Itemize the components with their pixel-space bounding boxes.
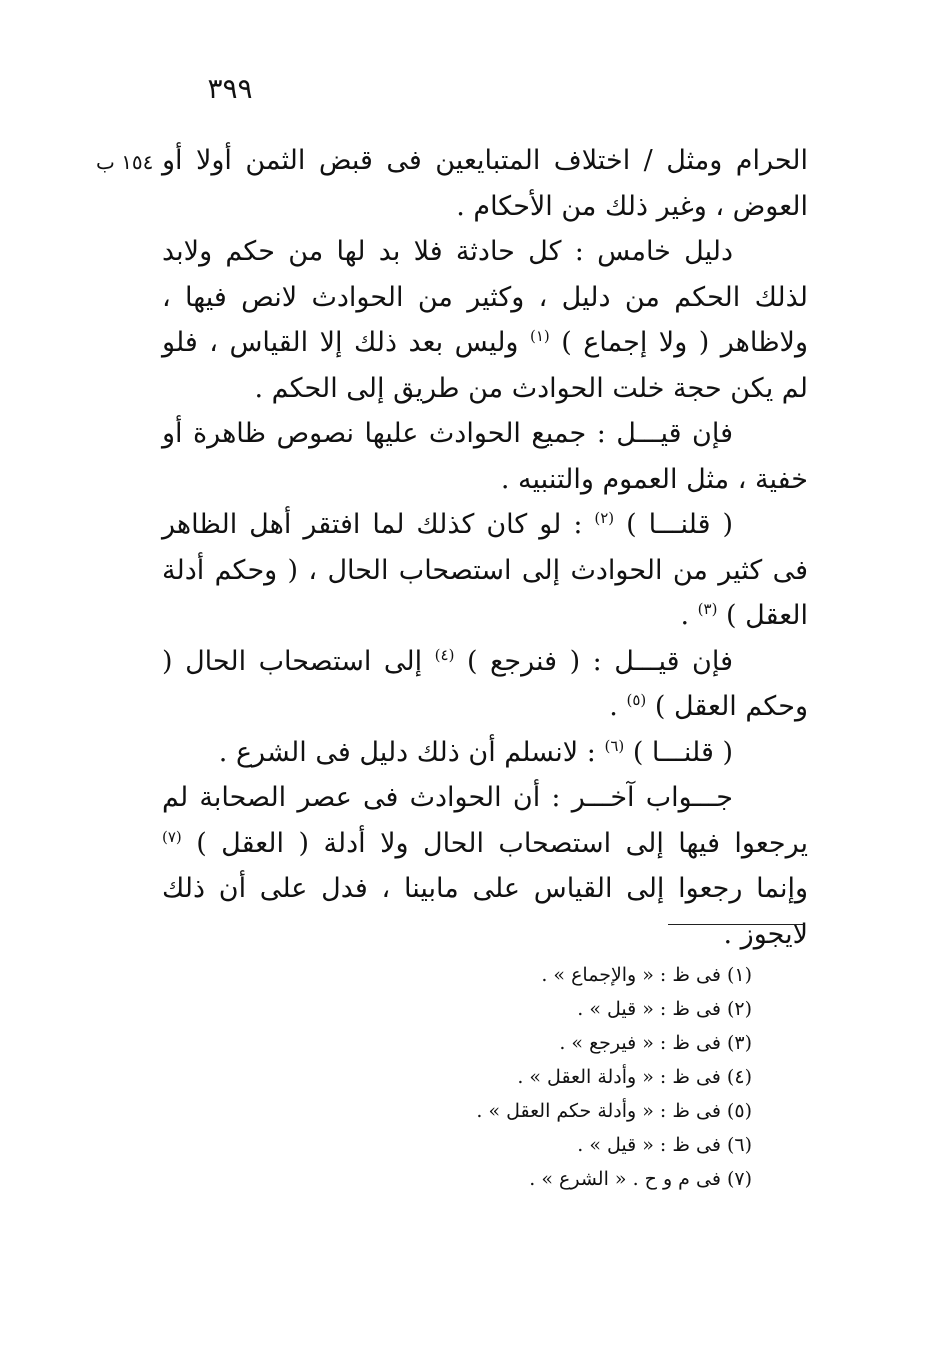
- footnote-ref-1: (١): [529, 327, 550, 345]
- footnote-item: (٦) فى ظ : « قيل » .: [577, 1134, 752, 1156]
- paragraph-reply-2: [162, 730, 808, 776]
- footnote-ref-6: (٦): [604, 736, 625, 755]
- paragraph-fifth-proof: [162, 229, 808, 411]
- paragraph-text: دليل خامس : كل حادثة فلا بد لها من حكم ولابد لذلك الحكم من دليل ، وكثير من الحوادث لانص فيها ، ولاظاهر ( ولا إجماع ): [162, 236, 808, 358]
- paragraph-text: فإن قيـــل : ( فنرجع ): [454, 645, 733, 677]
- paragraph-text: وليس بعد ذلك إلا القياس ، فلو لم يكن حجة خلت الحوادث من طريق إلى الحكم .: [162, 327, 808, 404]
- paragraph-text: وإنما رجعوا إلى القياس على مابينا ، فدل على أن ذلك لايجوز .: [162, 873, 808, 950]
- footnote-item: (٥) فى ظ : « وأدلة حكم العقل » .: [476, 1100, 752, 1122]
- paragraph-text: .: [609, 691, 627, 722]
- footnote-item: (٤) فى ظ : « وأدلة العقل » .: [517, 1066, 752, 1088]
- paragraph-text: فإن قيـــل : جميع الحوادث عليها نصوص ظاهرة أو خفية ، مثل العموم والتنبيه .: [162, 418, 808, 495]
- footnote-ref-7: (٧): [162, 827, 182, 846]
- paragraph-text: .: [680, 600, 698, 631]
- paragraph-text: : لو كان كذلك لما افتقر أهل الظاهر فى كثير من الحوادث إلى استصحاب الحال ، ( وحكم أدلة العقل ): [162, 509, 808, 631]
- footnotes-list: [440, 958, 752, 1196]
- footnote-ref-5: (٥): [626, 691, 647, 709]
- paragraph-text: : لانسلم أن ذلك دليل فى الشرع .: [218, 736, 605, 768]
- footnote-divider: [668, 924, 804, 925]
- page-number: ٣٩٩: [207, 72, 253, 105]
- paragraph-text: ( قلنـــا ): [614, 509, 733, 540]
- paragraph-text: إلى استصحاب الحال ( وحكم العقل ): [162, 645, 808, 722]
- footnote-item: (٧) فى م و ح . « الشرع » .: [529, 1168, 752, 1190]
- paragraph-reply-1: [162, 502, 808, 639]
- footnote-ref-3: (٣): [697, 600, 718, 618]
- footnote-ref-4: (٤): [434, 645, 455, 664]
- paragraph-text: الحرام ومثل / اختلاف المتبايعين فى قبض الثمن أولا أو العوض ، وغير ذلك من الأحكام .: [162, 145, 808, 222]
- footnote-item: (٢) فى ظ : « قيل » .: [577, 998, 752, 1020]
- paragraph-text: جـــواب آخـــر : أن الحوادث فى عصر الصحابة لم يرجعوا فيها إلى استصحاب الحال ولا أدلة ( العقل ): [162, 782, 808, 859]
- paragraph-opening: [162, 138, 808, 229]
- main-text-body: [162, 138, 808, 957]
- footnote-item: (٣) فى ظ : « فيرجع » .: [559, 1032, 752, 1054]
- footnote-ref-2: (٢): [594, 509, 615, 527]
- paragraph-another-answer: [162, 775, 808, 957]
- footnote-item: (١) فى ظ : « والإجماع » .: [541, 964, 752, 986]
- paragraph-text: ( قلنـــا ): [624, 736, 733, 768]
- margin-folio-note: ١٥٤ ب: [96, 150, 154, 174]
- paragraph-objection-2: [162, 639, 808, 730]
- paragraph-objection-1: [162, 411, 808, 502]
